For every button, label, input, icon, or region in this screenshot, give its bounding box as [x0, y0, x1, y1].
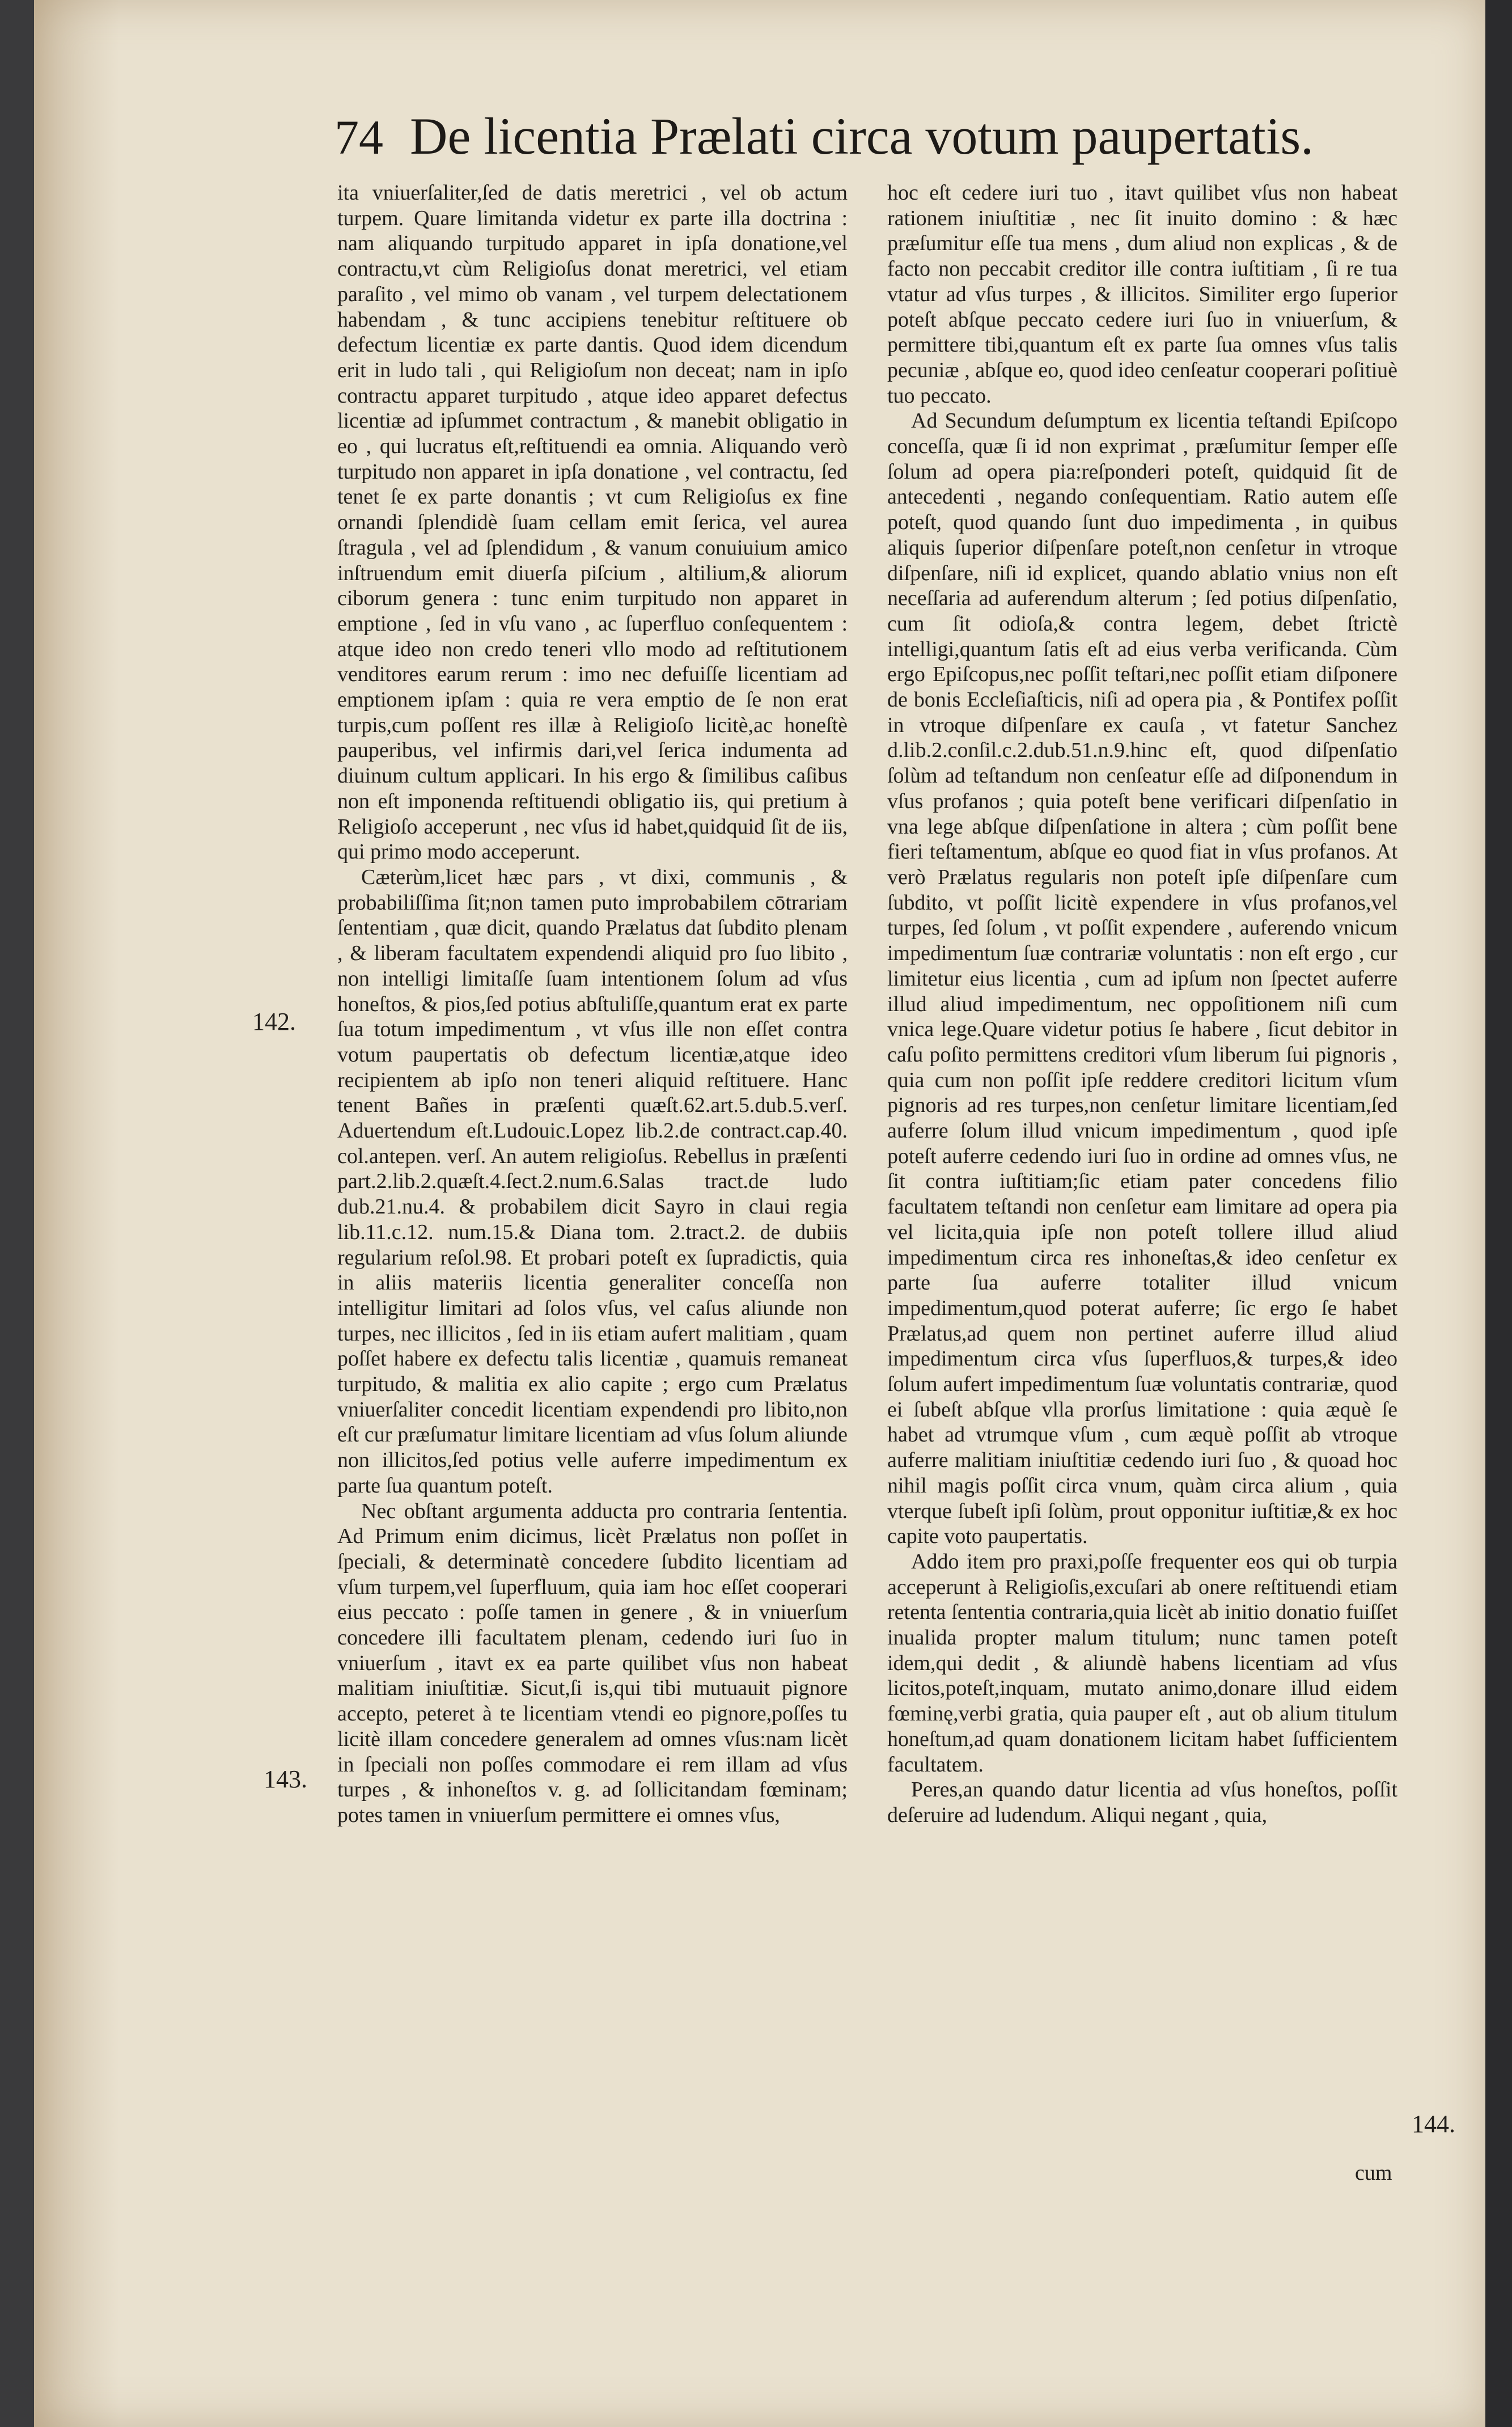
page-title: De licentia Prælati circa votum paupertatis.: [410, 107, 1314, 165]
scan-background-strip: [1485, 0, 1512, 2427]
paragraph: hoc eſt cedere iuri tuo , itavt quilibet vſus non habeat rationem iniuſtitiæ , nec ſit inuito domino : & hæc præſumitur eſſe tua mens , dum aliud non explicas , & de facto non peccabit creditor ille contra iuſtitiam , ſi re tua vtatur ad vſus turpes , & illicitos. Similiter ergo ſuperior poteſt abſque peccato cedere iuri ſuo in vniuerſum, & permittere tibi,quantum eſt ex parte ſua omnes vſus talis pecuniæ , abſque eo, quod ideo cenſeatur cooperari poſitiuè tuo peccato.: [887, 181, 1397, 408]
page-number: 74: [334, 110, 383, 164]
paragraph: Nec obſtant argumenta adducta pro contraria ſententia. Ad Primum enim dicimus, licèt Prælatus non poſſet in ſpeciali, & determinatè concedere ſubdito licentiam ad vſum turpem,vel ſuperfluum, quia iam hoc eſſet cooperari eius peccato : poſſe tamen in genere , & in vniuerſum concedere illi facultatem plenam, cedendo iuri ſuo in vniuerſum , itavt ex ea parte quilibet vſus non habeat malitiam iniuſtitiæ. Sicut,ſi is,qui tibi mutuauit pignore accepto, peteret à te licentiam vtendi eo pignore,poſſes tu licitè illam concedere generalem ad omnes vſus:nam licèt in ſpeciali non poſſes commodare ei rem illam ad vſus turpes , & inhoneſtos v. g. ad ſollicitandam fœminam; potes tamen in vniuerſum permittere ei omnes vſus,: [337, 1499, 848, 1827]
running-head: [334, 105, 1446, 168]
paragraph: ita vniuerſaliter,ſed de datis meretrici , vel ob actum turpem. Quare limitanda videtur ex parte illa doctrina : nam aliquando turpitudo apparet in ipſa donatione,vel contractu,vt cùm Religioſus donat meretrici, vel etiam paraſito , vel mimo ob vanam , vel turpem delectationem habendam , & tunc accipiens tenebitur reſtituere ob defectum licentiæ ex parte dantis. Quod idem dicendum erit in ludo tali , qui Religioſum non deceat; nam in ipſo contractu apparet turpitudo , atque ideo apparet defectus licentiæ ad ipſummet contractum , & manebit obligatio in eo , qui lucratus eſt,reſtituendi ea omnia. Aliquando verò turpitudo non apparet in ipſa donatione , vel contractu, ſed tenet ſe ex parte donantis ; vt cum Religioſus ex fine ornandi ſplendidè ſuam cellam emit ſerica, vel aurea ſtragula , vel ad ſplendidum , & vanum conuiuium amico inſtruendum emit diuerſa piſcium , altilium,& aliorum ciborum genera : tunc enim turpitudo non apparet in emptione , ſed in vſu vano , ac ſuperfluo conſequentem : atque ideo non credo teneri vllo modo ad reſtitutionem venditores earum rerum : imo nec defuiſſe licentiam ad emptionem ipſam : quia re vera emptio de ſe non erat turpis,cum poſſent res illæ à Religioſo licitè,ac honeſtè pauperibus, vel infirmis dari,vel ſerica indumenta ad diuinum cultum applicari. In his ergo & ſimilibus caſibus non eſt imponenda reſtituendi obligatio iis, qui pretium à Religioſo acceperunt , nec vſus id habet,quidquid ſit de iis, qui primo modo acceperunt.: [337, 181, 848, 864]
paragraph: Ad Secundum deſumptum ex licentia teſtandi Epiſcopo conceſſa, quæ ſi id non exprimat , præſumitur ſemper eſſe ſolum ad opera pia:reſponderi poteſt, quidquid ſit de antecedenti , negando conſequentiam. Ratio autem eſſe poteſt, quod quando ſunt duo impedimenta , in quibus aliquis ſuperior diſpenſare poteſt,non cenſetur in vtroque diſpenſare, niſi id explicet, quando ablatio vnius non eſt neceſſaria ad auferendum alterum ; ſed potius diſpenſatio, cum ſit odioſa,& contra legem, debet ſtrictè intelligi,quantum ſatis eſt ad eius verba verificanda. Cùm ergo Epiſcopus,nec poſſit teſtari,nec poſſit etiam diſponere de bonis Eccleſiaſticis, niſi ad opera pia , & Pontifex poſſit in vtroque diſpenſare ex cauſa , vt fatetur Sanchez d.lib.2.conſil.c.2.dub.51.n.9.hinc eſt, quod diſpenſatio ſolùm ad teſtandum non cenſeatur eſſe ad diſponendum in vſus profanos ; quia poteſt bene verificari diſpenſatio in vna lege abſque diſpenſatione in altera ; cùm poſſit bene fieri teſtamentum, abſque eo quod fiat in vſus profanos. At verò Prælatus regularis non poteſt ipſe diſpenſare cum ſubdito, vt poſſit licitè expendere in vſus profanos,vel turpes, ſed ſolum , vt poſſit expendere , auferendo vnicum impedimentum ſuæ contrariæ voluntatis : non eſt ergo , cur limitetur eius licentia , cum ad ipſum non ſpectet auferre illud aliud impedimentum, nec oppoſitionem niſi cum vnica lege.Quare videtur potius ſe habere , ſicut debitor in caſu poſito permittens creditori vſum liberum ſui pignoris , quia cum non poſſit ipſe reddere creditori licitum vſum pignoris ad res turpes,non cenſetur limitare licentiam,ſed auferre ſolum illud vnicum impedimentum , quod ipſe poteſt auferre cedendo iuri ſuo in ordine ad omnes vſus, ne ſit contra iuſtitiam;ſic etiam pater concedens filio facultatem teſtandi non cenſetur eam limitare ad opera pia vel licita,quia ipſe non poteſt tollere illud aliud impedimentum circa res inhoneſtas,& ideo cenſetur ex parte ſua auferre totaliter illud vnicum impedimentum,quod poterat auferre; ſic ergo ſe habet Prælatus,ad quem non pertinet auferre illud aliud impedimentum circa vſus ſuperfluos,& turpes,& ideo ſolum aufert impedimentum ſuæ voluntatis contrariæ, quod ei ſubeſt abſque vlla prorſus limitatione : quia æquè ſe habet ad vtrumque vſum , cum æquè poſſit ab vtroque auferre malitiam iniuſtitiæ cedendo iuri ſuo , & quoad hoc nihil magis poſſit circa vnum, quàm circa alium , quia vterque ſubeſt ipſi ſolùm, prout opponitur iuſtitiæ,& ex hoc capite voto paupertatis.: [887, 409, 1397, 1549]
book-page: [34, 0, 1485, 2427]
right-column: [887, 180, 1397, 1828]
paragraph: Cæterùm,licet hæc pars , vt dixi, communis , & probabiliſſima ſit;non tamen puto improbabilem cōtrariam ſententiam , quæ dicit, quando Prælatus dat ſubdito plenam , & liberam facultatem expendendi aliquid pro ſuo libito , non intelligi limitaſſe ſuam intentionem ſolum ad vſus honeſtos, & pios,ſed potius abſtuliſſe,quantum erat ex parte ſua totum impedimentum , vt vſus ille non eſſet contra votum paupertatis ob defectum licentiæ,atque ideo recipientem ab ipſo non teneri aliquid reſtituere. Hanc tenent Bañes in præſenti quæſt.62.art.5.dub.5.verſ. Aduertendum eſt.Ludouic.Lopez lib.2.de contract.cap.40. col.antepen. verſ. An autem religioſus. Rebellus in præſenti part.2.lib.2.quæſt.4.ſect.2.num.6.Salas tract.de ludo dub.21.nu.4. & probabilem dicit Sayro in claui regia lib.11.c.12. num.15.& Diana tom. 2.tract.2. de dubiis regularium reſol.98. Et probari poteſt ex ſupradictis, quia in aliis materiis licentia generaliter conceſſa non intelligitur limitari ad ſolos vſus, vel caſus aliunde non turpes, nec illicitos , ſed in iis etiam aufert malitiam , quam poſſet habere ex defectu talis licentiæ , quamuis remaneat turpitudo, & malitia ex alio capite ; ergo cum Prælatus vniuerſaliter concedit licentiam expendendi pro libito,non eſt cur præſumatur limitare licentiam ad vſus ſolum aliunde non illicitos,ſed potius velle auferre impedimentum ex parte ſua quantum poteſt.: [337, 865, 848, 1498]
catchword: cum: [1355, 2161, 1392, 2185]
left-column: [337, 180, 848, 1828]
margin-section-number: 143.: [264, 1765, 307, 1793]
paragraph: Peres,an quando datur licentia ad vſus honeſtos, poſſit deſeruire ad ludendum. Aliqui negant , quia,: [887, 1778, 1397, 1827]
margin-section-number: 144.: [1412, 2110, 1455, 2138]
margin-section-number: 142.: [252, 1008, 296, 1035]
paragraph: Addo item pro praxi,poſſe frequenter eos qui ob turpia acceperunt à Religioſis,excuſari ab onere reſtituendi etiam retenta ſententia contraria,quia licèt ab initio donatio fuiſſet inualida propter malum titulum; nunc tamen poteſt idem,qui dedit , & aliundè habens licentiam ad vſus licitos,poteſt,inquam, mutato animo,donare illud eidem fœminę,verbi gratia, quia pauper eſt , aut ob alium titulum honeſtum,ad quam donationem licitam habet ſufficientem facultatem.: [887, 1549, 1397, 1777]
